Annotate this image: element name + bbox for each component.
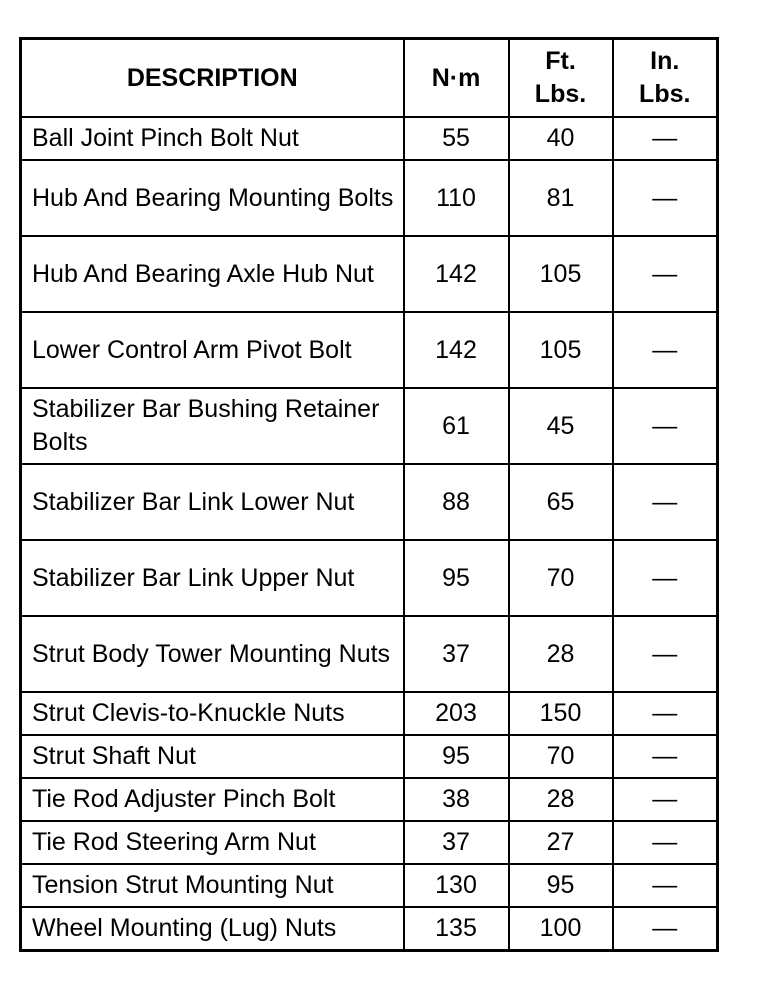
in-lbs-cell: — xyxy=(613,821,718,864)
nm-cell: 37 xyxy=(404,616,509,692)
description-cell: Strut Shaft Nut xyxy=(21,735,404,778)
description-cell: Stabilizer Bar Bushing Retainer Bolts xyxy=(21,388,404,464)
description-cell: Tension Strut Mounting Nut xyxy=(21,864,404,907)
nm-cell: 55 xyxy=(404,117,509,160)
in-lbs-cell: — xyxy=(613,388,718,464)
description-cell: Tie Rod Steering Arm Nut xyxy=(21,821,404,864)
nm-cell: 88 xyxy=(404,464,509,540)
ft-lbs-cell: 27 xyxy=(509,821,613,864)
ft-lbs-cell: 95 xyxy=(509,864,613,907)
in-lbs-cell: — xyxy=(613,616,718,692)
ft-lbs-cell: 100 xyxy=(509,907,613,951)
table-row xyxy=(21,907,718,951)
description-cell: Ball Joint Pinch Bolt Nut xyxy=(21,117,404,160)
nm-cell: 203 xyxy=(404,692,509,735)
ft-lbs-cell: 150 xyxy=(509,692,613,735)
header-in-lbs-line2: Lbs. xyxy=(639,80,691,108)
nm-cell: 95 xyxy=(404,540,509,616)
ft-lbs-cell: 70 xyxy=(509,540,613,616)
ft-lbs-cell: 40 xyxy=(509,117,613,160)
nm-cell: 37 xyxy=(404,821,509,864)
header-row xyxy=(21,39,718,118)
ft-lbs-cell: 28 xyxy=(509,778,613,821)
description-cell: Lower Control Arm Pivot Bolt xyxy=(21,312,404,388)
nm-cell: 61 xyxy=(404,388,509,464)
table-row xyxy=(21,692,718,735)
description-cell: Hub And Bearing Axle Hub Nut xyxy=(21,236,404,312)
ft-lbs-cell: 65 xyxy=(509,464,613,540)
header-ft-lbs xyxy=(509,39,613,118)
header-in-lbs xyxy=(613,39,718,118)
fastener-torque-table xyxy=(19,37,719,952)
in-lbs-cell: — xyxy=(613,312,718,388)
nm-cell: 95 xyxy=(404,735,509,778)
description-cell: Tie Rod Adjuster Pinch Bolt xyxy=(21,778,404,821)
ft-lbs-cell: 28 xyxy=(509,616,613,692)
in-lbs-cell: — xyxy=(613,236,718,312)
in-lbs-cell: — xyxy=(613,907,718,951)
in-lbs-cell: — xyxy=(613,735,718,778)
in-lbs-cell: — xyxy=(613,117,718,160)
header-ft-lbs-line1: Ft. xyxy=(545,47,576,75)
table-row xyxy=(21,616,718,692)
description-cell: Strut Clevis-to-Knuckle Nuts xyxy=(21,692,404,735)
table-row xyxy=(21,160,718,236)
nm-cell: 130 xyxy=(404,864,509,907)
table-row xyxy=(21,388,718,464)
nm-cell: 135 xyxy=(404,907,509,951)
ft-lbs-cell: 81 xyxy=(509,160,613,236)
ft-lbs-cell: 70 xyxy=(509,735,613,778)
nm-cell: 38 xyxy=(404,778,509,821)
ft-lbs-cell: 45 xyxy=(509,388,613,464)
header-nm: N·m xyxy=(404,39,509,118)
table-row xyxy=(21,236,718,312)
in-lbs-cell: — xyxy=(613,160,718,236)
table-row xyxy=(21,117,718,160)
in-lbs-cell: — xyxy=(613,864,718,907)
table-row xyxy=(21,864,718,907)
table-row xyxy=(21,312,718,388)
in-lbs-cell: — xyxy=(613,778,718,821)
description-cell: Hub And Bearing Mounting Bolts xyxy=(21,160,404,236)
description-cell: Stabilizer Bar Link Lower Nut xyxy=(21,464,404,540)
table-row xyxy=(21,735,718,778)
ft-lbs-cell: 105 xyxy=(509,236,613,312)
ft-lbs-cell: 105 xyxy=(509,312,613,388)
header-ft-lbs-line2: Lbs. xyxy=(534,80,587,108)
table-row xyxy=(21,464,718,540)
nm-cell: 110 xyxy=(404,160,509,236)
header-in-lbs-line1: In. xyxy=(650,47,680,75)
nm-cell: 142 xyxy=(404,236,509,312)
table-row xyxy=(21,540,718,616)
table-row xyxy=(21,821,718,864)
description-cell: Wheel Mounting (Lug) Nuts xyxy=(21,907,404,951)
description-cell: Strut Body Tower Mounting Nuts xyxy=(21,616,404,692)
nm-cell: 142 xyxy=(404,312,509,388)
header-description: DESCRIPTION xyxy=(21,39,404,118)
description-cell: Stabilizer Bar Link Upper Nut xyxy=(21,540,404,616)
in-lbs-cell: — xyxy=(613,540,718,616)
in-lbs-cell: — xyxy=(613,464,718,540)
table-row xyxy=(21,778,718,821)
in-lbs-cell: — xyxy=(613,692,718,735)
